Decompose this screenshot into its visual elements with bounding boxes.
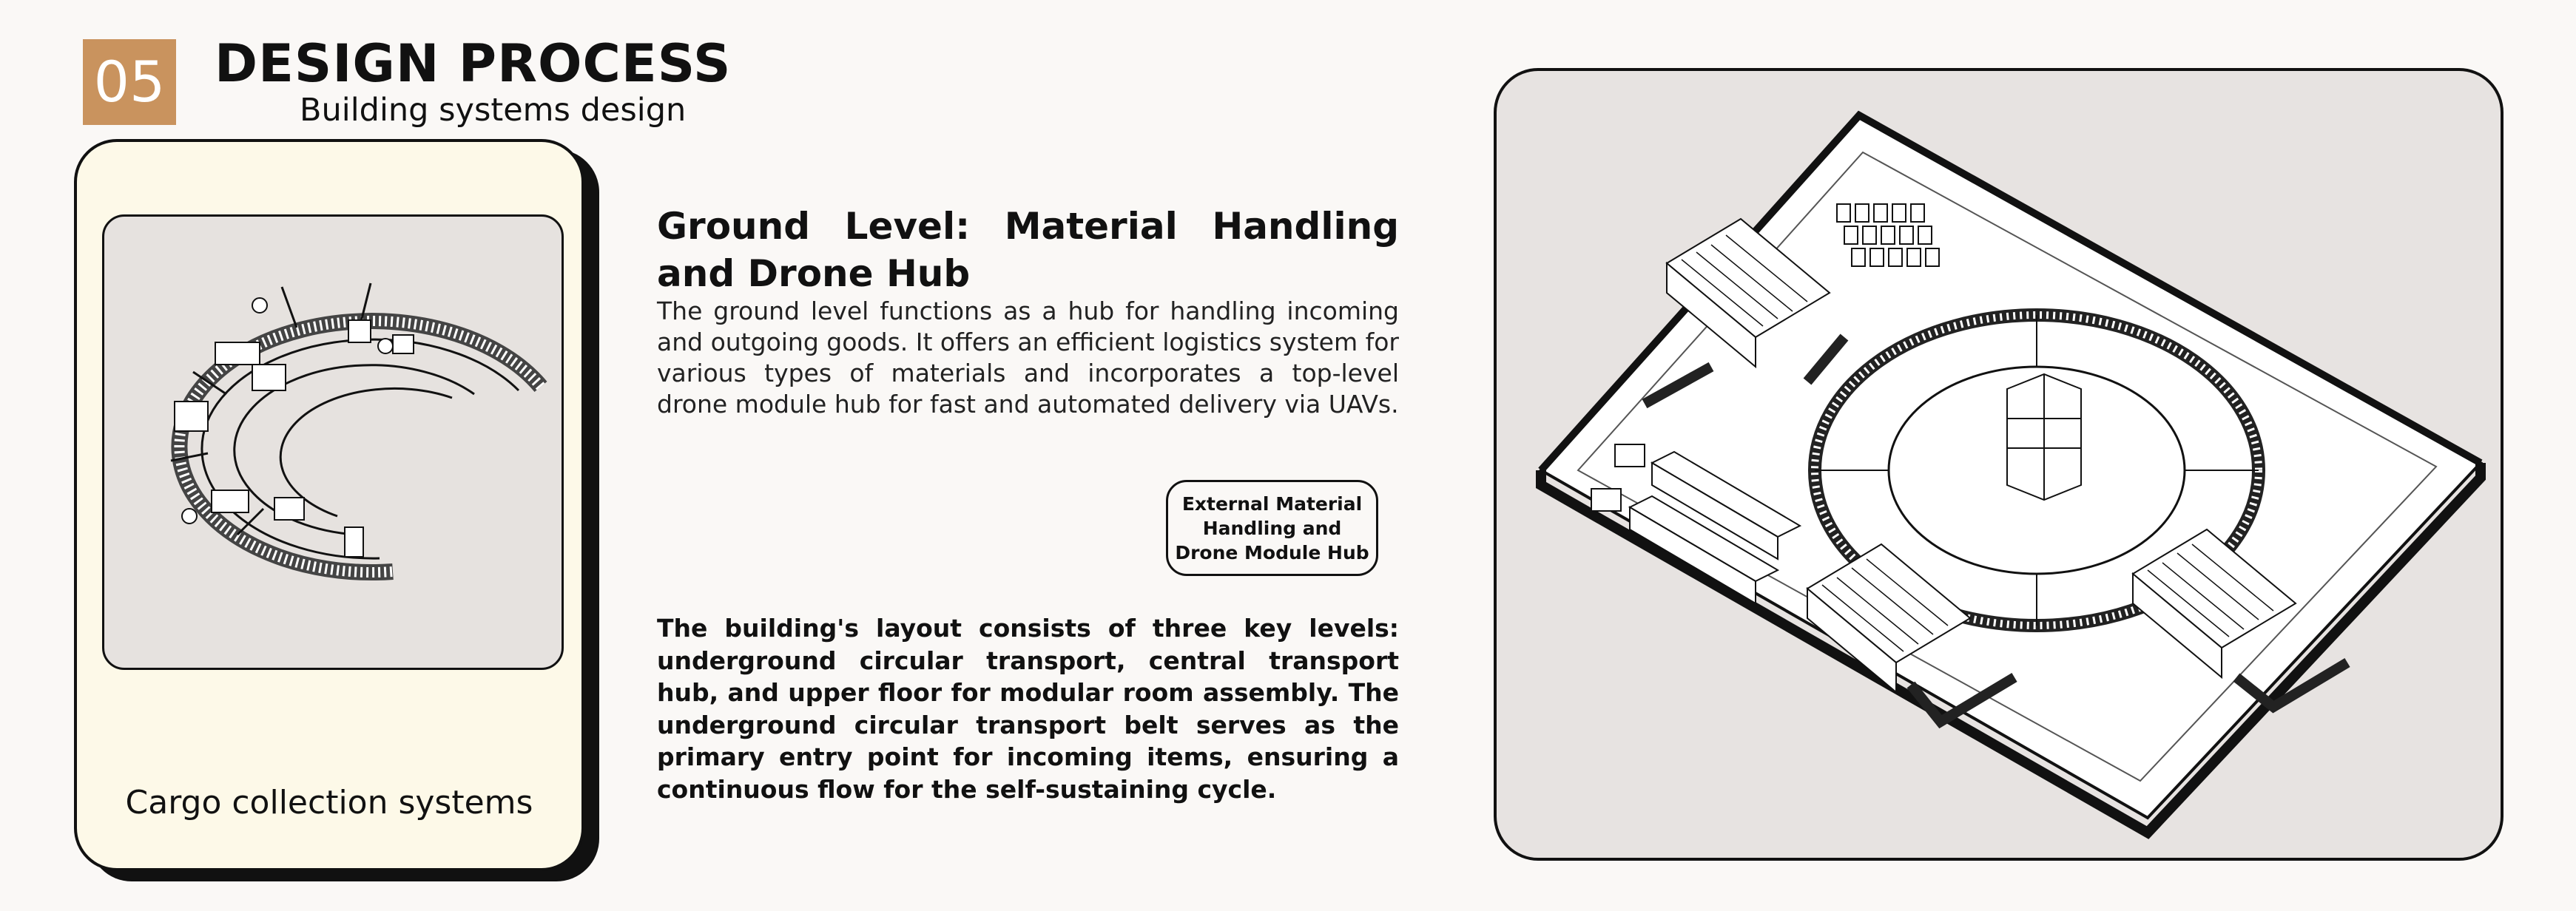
isometric-building-image [1494, 68, 2503, 861]
ground-level-heading: Ground Level: Material Handling and Drone Hub [657, 205, 1399, 295]
section-subtitle: Building systems design [300, 92, 687, 129]
section-title: DESIGN PROCESS [215, 33, 732, 94]
ground-level-description: The ground level functions as a hub for handling incoming and outgoing goods. It offers an efficient logistics system for various types of materials and incorporates a top-level drone module hub for fast and automated delivery via UAVs. [657, 297, 1399, 419]
layout-description: The building's layout consists of three key levels: underground circular transport, central transport hub, and upper floor for modular room assembly. The underground circular transport belt serves as the primary entry point for incoming items, ensuring a continuous flow for the self-sustaining cycle. [657, 614, 1399, 804]
isometric-ground-level-drawing [1497, 71, 2501, 858]
section-number-badge: 05 [83, 39, 176, 125]
hub-label: External Material Handling and Drone Module Hub [1166, 480, 1378, 576]
cargo-collection-image [102, 214, 564, 670]
circular-conveyor-drawing [104, 217, 562, 668]
card-caption: Cargo collection systems [125, 784, 533, 822]
